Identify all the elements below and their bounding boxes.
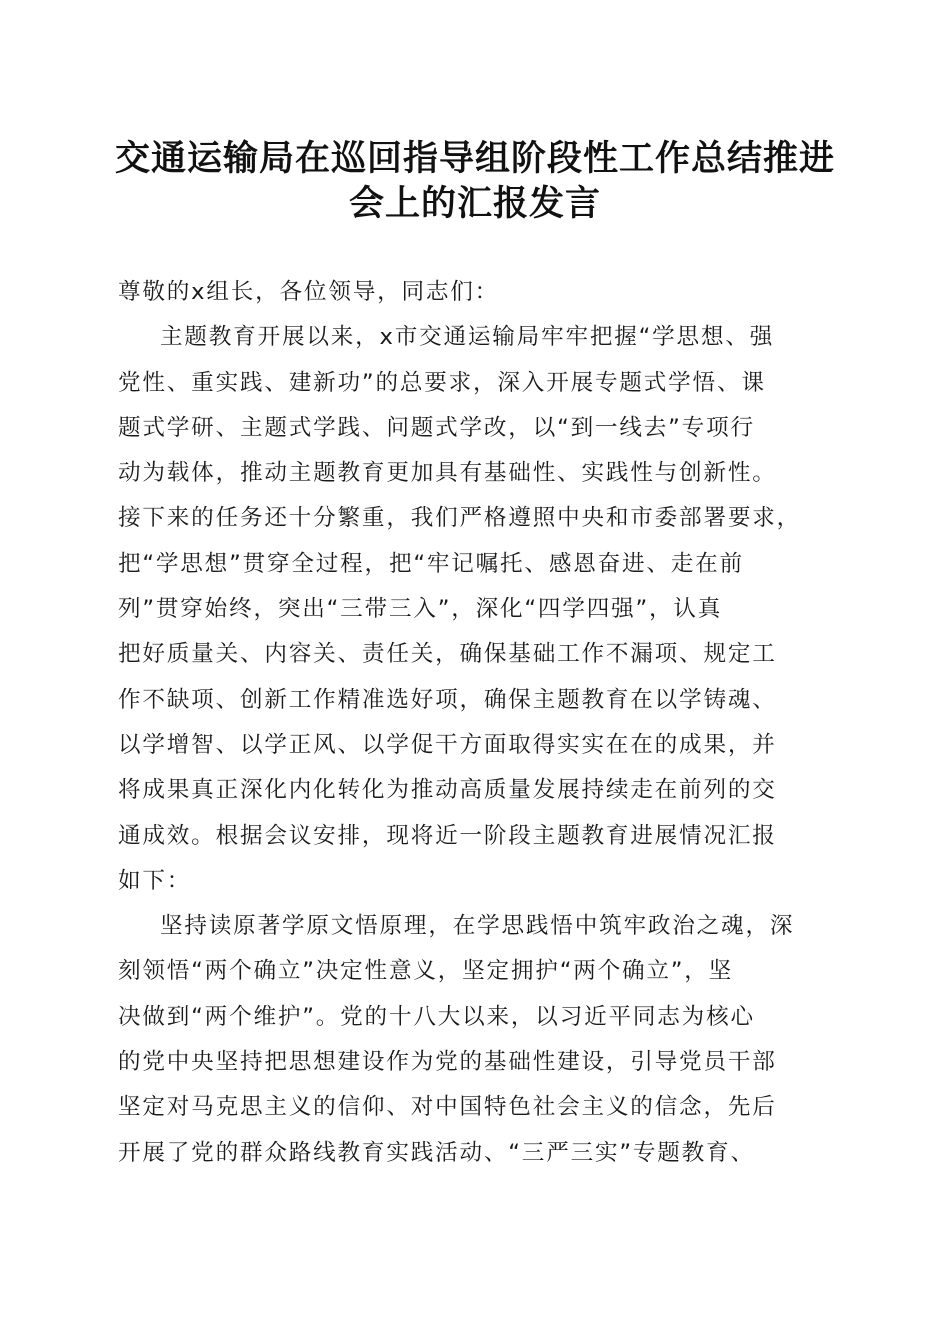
text-line: 的党中央坚持把思想建设作为党的基础性建设，引导党员干部 <box>118 1049 777 1076</box>
text-line: 如下： <box>118 867 192 894</box>
text-line: 开展了党的群众路线教育实践活动、“三严三实”专题教育、 <box>118 1139 755 1166</box>
text-line: 坚持读原著学原文悟原理，在学思践悟中筑牢政治之魂，深 <box>160 913 795 940</box>
salutation: 尊敬的x组长，各位领导，同志们： <box>118 279 500 305</box>
document-title <box>100 136 850 226</box>
text-line: 接下来的任务还十分繁重，我们严格遵照中央和市委部署要求， <box>118 505 802 532</box>
text-line: 刻领悟“两个确立”决定性意义，坚定拥护“两个确立”，坚 <box>118 958 734 985</box>
text-line: 党性、重实践、建新功”的总要求，深入开展专题式学悟、课 <box>118 369 766 396</box>
paragraph-1 <box>118 315 838 904</box>
paragraph-2 <box>118 904 838 1176</box>
text-line: 作不缺项、创新工作精准选好项，确保主题教育在以学铸魂、 <box>118 686 777 713</box>
text-line: 列”贯穿始终，突出“三带三入”，深化“四学四强”，认真 <box>118 596 723 623</box>
title-line: 会上的汇报发言 <box>348 183 601 224</box>
document-body <box>118 270 838 1176</box>
text-line: 以学增智、以学正风、以学促干方面取得实实在在的成果，并 <box>118 731 777 758</box>
text-line: 把“学思想”贯穿全过程，把“牢记嘱托、感恩奋进、走在前 <box>118 550 744 577</box>
text-line: 题式学研、主题式学践、问题式学改，以“到一线去”专项行 <box>118 414 755 441</box>
text-line: 把好质量关、内容关、责任关，确保基础工作不漏项、规定工 <box>118 641 777 668</box>
title-line: 交通运输局在巡回指导组阶段性工作总结推进 <box>114 138 835 179</box>
text-line: 通成效。根据会议安排，现将近一阶段主题教育进展情况汇报 <box>118 822 777 849</box>
text-line: 动为载体，推动主题教育更加具有基础性、实践性与创新性。 <box>118 460 777 487</box>
text-line: 坚定对马克思主义的信仰、对中国特色社会主义的信念，先后 <box>118 1094 777 1121</box>
text-line: 将成果真正深化内化转化为推动高质量发展持续走在前列的交 <box>118 777 777 804</box>
text-line: 决做到“两个维护”。党的十八大以来，以习近平同志为核心 <box>118 1003 755 1030</box>
text-line: 主题教育开展以来，x市交通运输局牢牢把握“学思想、强 <box>160 324 775 351</box>
